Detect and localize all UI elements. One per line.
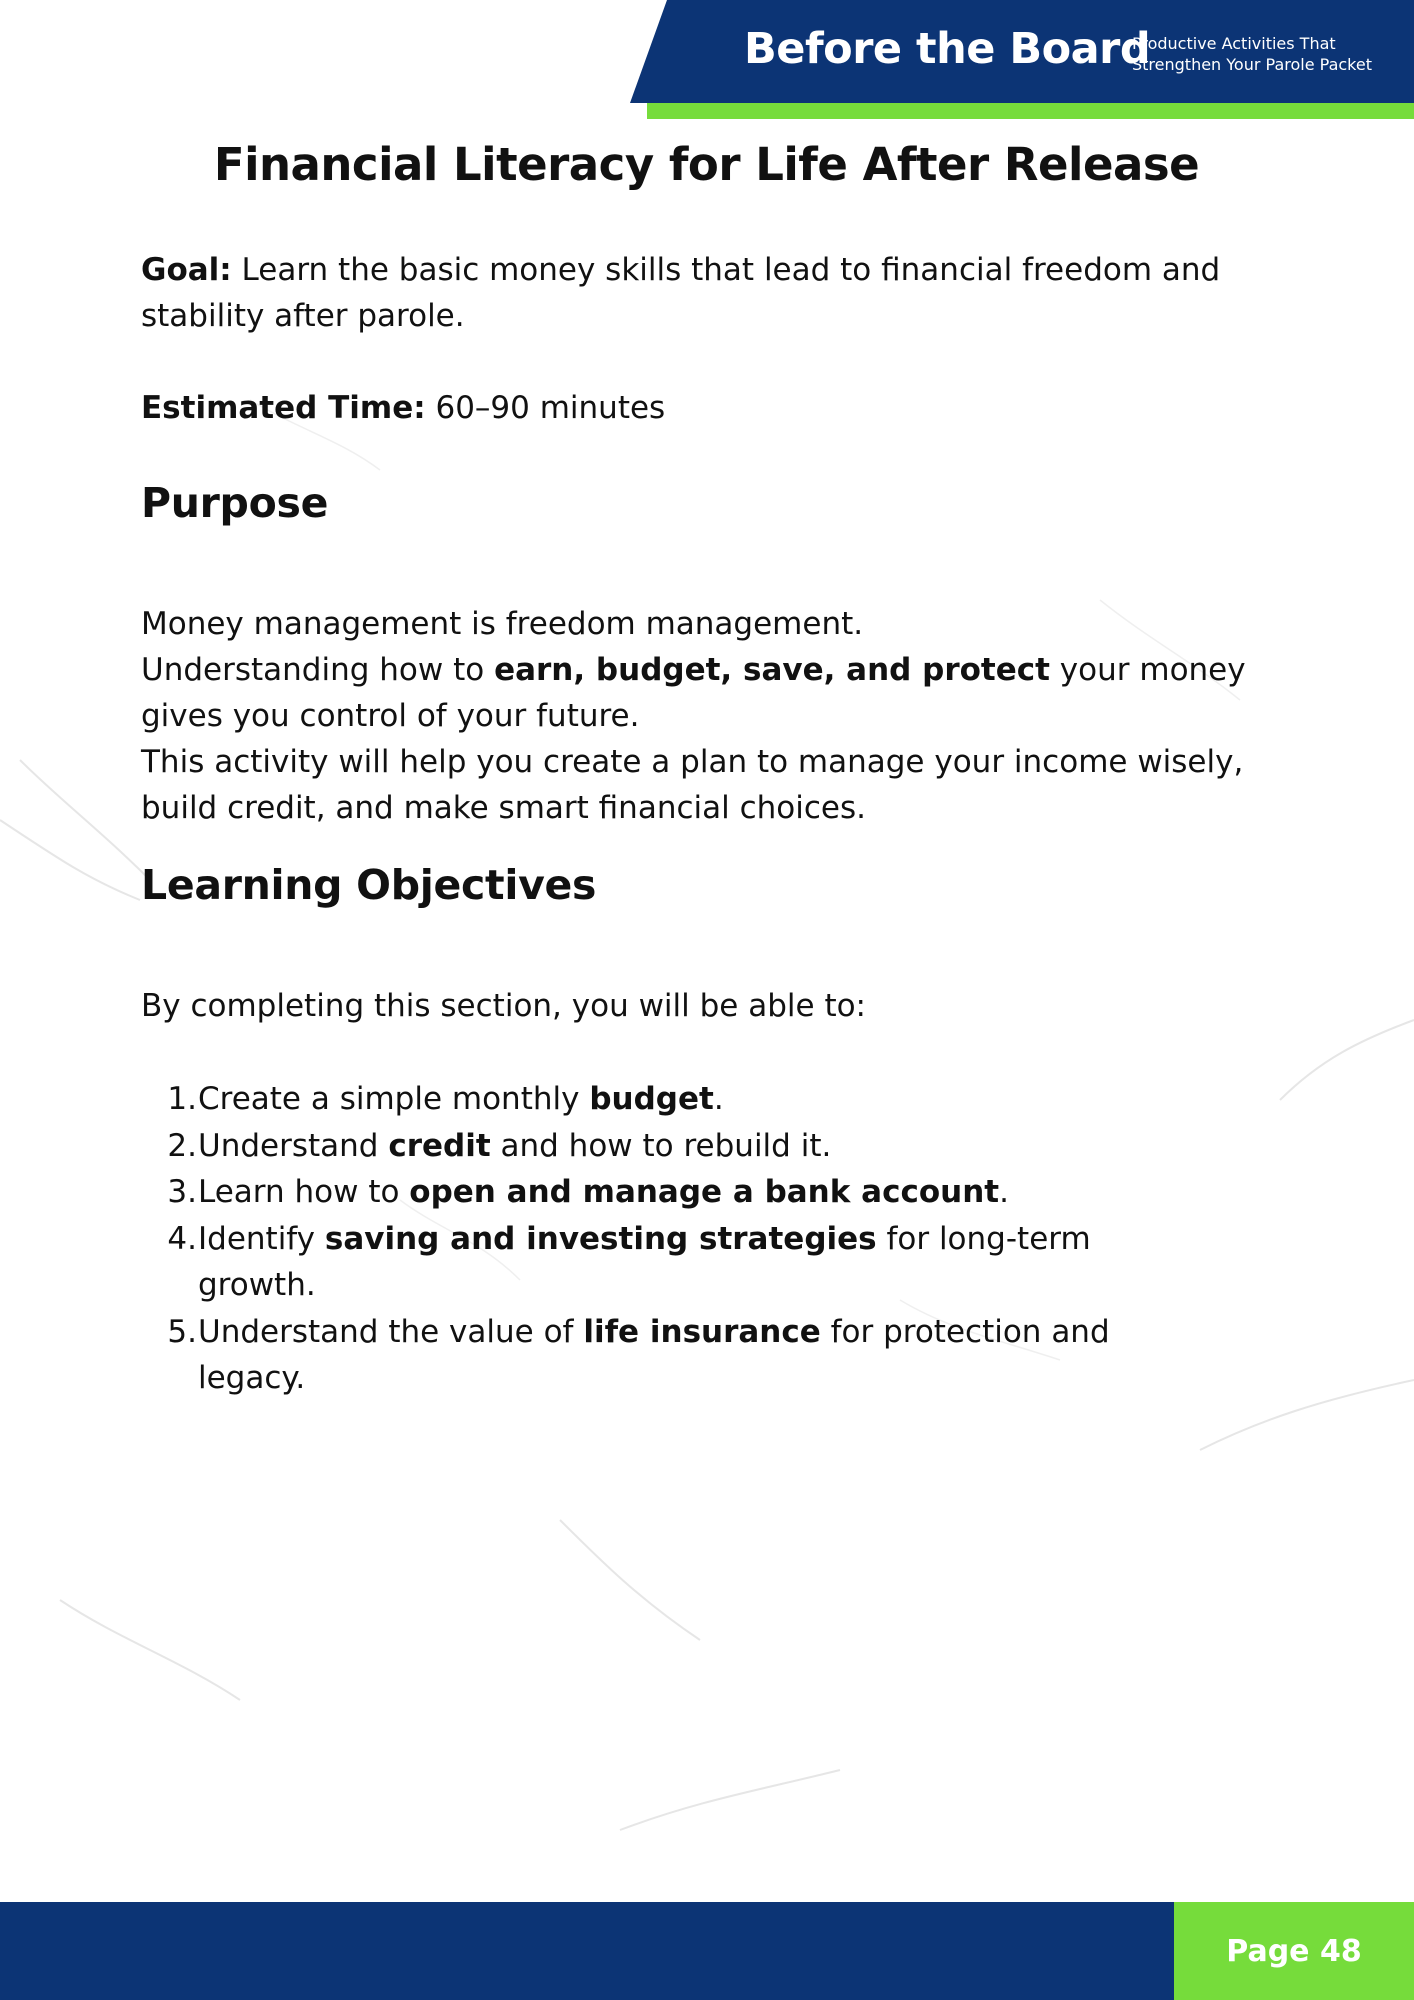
header-accent-stripe — [647, 103, 1414, 119]
list-item — [141, 1216, 1198, 1309]
footer-page-box — [1174, 1902, 1414, 2000]
list-item-bold: budget — [589, 1081, 714, 1117]
list-item-number: 3. — [167, 1174, 197, 1210]
list-item-pre: Identify — [198, 1220, 325, 1257]
purpose-line-1: Money management is freedom management. — [141, 606, 864, 642]
list-item-bold: open and manage a bank account — [409, 1174, 1000, 1210]
list-item-pre: Create a simple monthly — [198, 1081, 590, 1117]
list-item-post: for long-term growth. — [198, 1220, 1091, 1303]
list-item-number: 4. — [167, 1220, 197, 1257]
list-item-pre: Understand the value of — [198, 1313, 584, 1350]
list-item-pre: Understand — [198, 1127, 389, 1164]
goal-label: Goal: — [141, 252, 232, 288]
list-item — [141, 1169, 1198, 1216]
list-item-post: . — [713, 1081, 724, 1117]
list-item-pre: Learn how to — [198, 1174, 410, 1210]
objectives-list — [141, 1076, 1291, 1402]
purpose-line-3: This activity will help you create a plan to manage your income wisely, build credit, and make smart financial choices. — [141, 744, 1244, 826]
goal-text: Learn the basic money skills that lead to financial freedom and stability after parole. — [141, 252, 1221, 334]
purpose-body — [141, 601, 1291, 831]
objectives-intro: By completing this section, you will be able to: — [141, 988, 867, 1024]
purpose-line-2-pre: Understanding how to — [141, 652, 495, 688]
header-subtitle-line-1: Productive Activities That — [1132, 34, 1336, 53]
list-item — [141, 1123, 1198, 1170]
list-item-post: and how to rebuild it. — [490, 1127, 832, 1164]
learning-objectives-heading: Learning Objectives — [141, 861, 597, 909]
purpose-line-2-bold: earn, budget, save, and protect — [494, 652, 1050, 688]
purpose-line-2-post: your money gives you control of your future. — [141, 652, 1246, 734]
header-subtitle — [1132, 33, 1372, 75]
list-item-post: . — [999, 1174, 1009, 1210]
list-item-bold: life insurance — [583, 1313, 821, 1350]
list-item-post: for protection and legacy. — [198, 1313, 1110, 1396]
estimated-time-paragraph — [141, 385, 1291, 431]
list-item-number: 2. — [167, 1127, 197, 1164]
list-item — [141, 1309, 1198, 1402]
purpose-heading: Purpose — [141, 479, 329, 527]
header-subtitle-line-2: Strengthen Your Parole Packet — [1132, 55, 1372, 74]
page-number: Page 48 — [1226, 1933, 1362, 1969]
purpose-line-2 — [141, 647, 1291, 739]
estimated-time-text: 60–90 minutes — [425, 390, 666, 426]
footer-bar — [0, 1902, 1174, 2000]
header-title: Before the Board — [744, 24, 1151, 74]
page-title: Financial Literacy for Life After Release — [213, 138, 1200, 191]
goal-paragraph — [141, 247, 1291, 339]
list-item-bold: credit — [388, 1127, 491, 1164]
list-item-bold: saving and investing strategies — [324, 1220, 877, 1257]
estimated-time-label: Estimated Time: — [141, 390, 426, 426]
list-item — [141, 1076, 1198, 1123]
list-item-number: 1. — [167, 1081, 197, 1117]
list-item-number: 5. — [167, 1313, 197, 1350]
